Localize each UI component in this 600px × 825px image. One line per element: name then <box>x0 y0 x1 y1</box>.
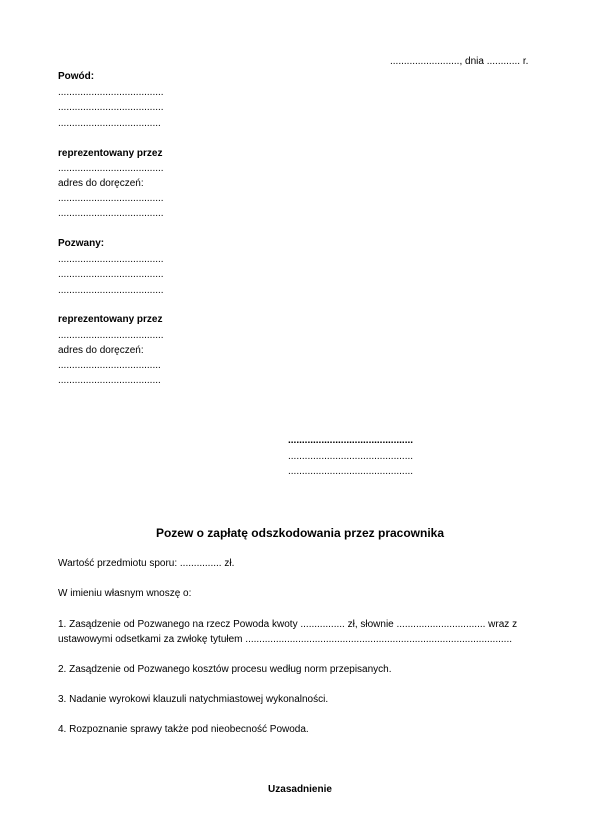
plaintiff-represented-line: ...................................... <box>58 163 164 174</box>
plaintiff-address-label: adres do doręczeń: <box>58 178 144 189</box>
request-item-1-line-1: 1. Zasądzenie od Pozwanego na rzecz Powoda kwoty ................ zł, słownie ................................ wraz z <box>58 619 518 630</box>
place-date-line: ........................., dnia ............ r. <box>390 56 529 67</box>
defendant-line-3: ...................................... <box>58 285 164 296</box>
value-of-dispute: Wartość przedmiotu sporu: ............... zł. <box>58 558 235 569</box>
document-title: Pozew o zapłatę odszkodowania przez pracownika <box>155 526 445 540</box>
request-item-4: 4. Rozpoznanie sprawy także pod nieobecność Powoda. <box>58 724 309 735</box>
justification-heading: Uzasadnienie <box>268 784 332 795</box>
defendant-line-1: ...................................... <box>58 254 164 265</box>
defendant-line-2: ...................................... <box>58 269 164 280</box>
court-line-1: ............................................. <box>288 435 414 446</box>
plaintiff-address-line-2: ...................................... <box>58 208 164 219</box>
intro-text: W imieniu własnym wnoszę o: <box>58 588 192 599</box>
request-item-1-line-2: ustawowymi odsetkami za zwłokę tytułem ................................................................................................ <box>58 634 513 645</box>
defendant-label: Pozwany: <box>58 238 105 249</box>
plaintiff-address-line-1: ...................................... <box>58 193 164 204</box>
plaintiff-line-3: ..................................... <box>58 118 161 129</box>
defendant-address-line-2: ..................................... <box>58 375 161 386</box>
defendant-represented-line: ...................................... <box>58 330 164 341</box>
plaintiff-represented-label: reprezentowany przez <box>58 148 163 159</box>
defendant-represented-label: reprezentowany przez <box>58 314 163 325</box>
plaintiff-label: Powód: <box>58 71 95 82</box>
request-item-2: 2. Zasądzenie od Pozwanego kosztów procesu według norm przepisanych. <box>58 664 392 675</box>
request-item-3: 3. Nadanie wyrokowi klauzuli natychmiastowej wykonalności. <box>58 694 329 705</box>
court-line-2: ............................................. <box>288 451 414 462</box>
plaintiff-line-1: ...................................... <box>58 87 164 98</box>
plaintiff-line-2: ...................................... <box>58 102 164 113</box>
court-line-3: ............................................. <box>288 466 414 477</box>
defendant-address-line-1: ..................................... <box>58 360 161 371</box>
defendant-address-label: adres do doręczeń: <box>58 345 144 356</box>
